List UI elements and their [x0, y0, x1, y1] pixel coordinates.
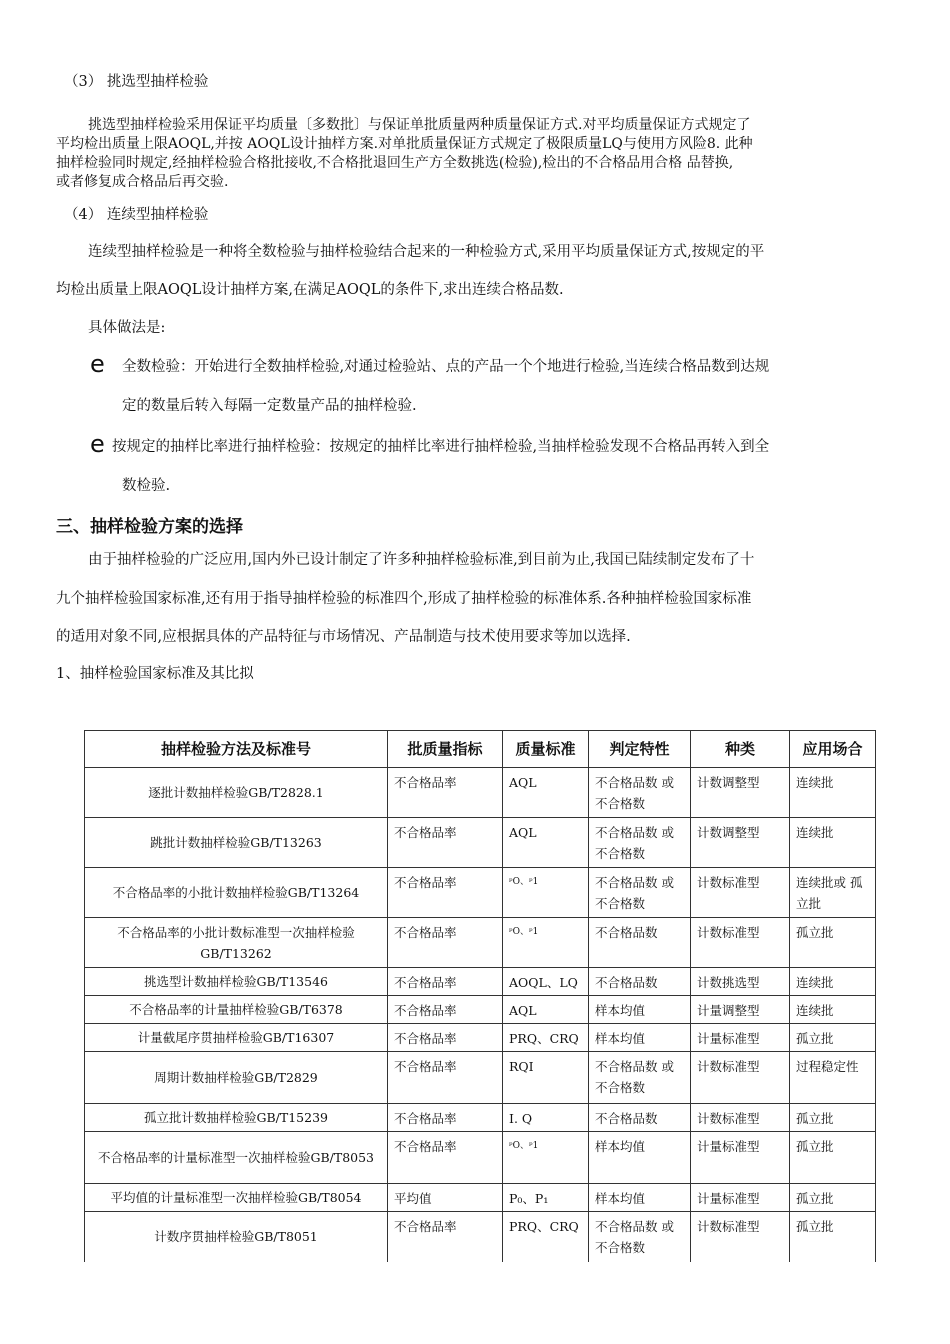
- cell-standard: PRQ、CRQ: [503, 1212, 589, 1262]
- cell-method: 逐批计数抽样检验GB/T2828.1: [85, 768, 388, 818]
- cell-use: 孤立批: [790, 1132, 876, 1184]
- cell-standard: ᵖO、ᵖ1: [503, 918, 589, 968]
- col-header-type: 种类: [691, 731, 790, 768]
- cell-type: 计数标准型: [691, 1052, 790, 1104]
- bullet-1-line-2: 定的数量后转入每隔一定数量产品的抽样检验.: [122, 398, 417, 414]
- cell-type: 计数标准型: [691, 868, 790, 918]
- section3-title: （3） 挑选型抽样检验: [64, 74, 209, 90]
- cell-index: 不合格品率: [388, 1052, 503, 1104]
- cell-use: 连续批或 孤立批: [790, 868, 876, 918]
- cell-index: 不合格品率: [388, 1024, 503, 1052]
- cell-method: 不合格品率的计量抽样检验GB/T6378: [85, 996, 388, 1024]
- chapter-heading: 三、抽样检验方案的选择: [56, 517, 243, 537]
- cell-judge: 不合格品数: [589, 918, 691, 968]
- cell-index: 不合格品率: [388, 768, 503, 818]
- table-header-row: [85, 731, 876, 768]
- cell-use: 连续批: [790, 968, 876, 996]
- bullet-2-line-2: 数检验.: [122, 478, 171, 494]
- table-row: [85, 996, 876, 1024]
- cell-judge: 不合格品数 或不合格数: [589, 768, 691, 818]
- cell-index: 不合格品率: [388, 868, 503, 918]
- table-row: [85, 1052, 876, 1104]
- cell-use: 孤立批: [790, 918, 876, 968]
- cell-index: 平均值: [388, 1184, 503, 1212]
- cell-standard: PRQ、CRQ: [503, 1024, 589, 1052]
- section3-line-2: 平均检出质量上限AOQL,并按 AOQL设计抽样方案.对单批质量保证方式规定了极限质量LQ与使用方风险8. 此种: [56, 136, 753, 152]
- cell-type: 计数标准型: [691, 1212, 790, 1262]
- section4-title: （4） 连续型抽样检验: [64, 207, 209, 223]
- cell-standard: AQL: [503, 818, 589, 868]
- cell-index: 不合格品率: [388, 918, 503, 968]
- cell-use: 连续批: [790, 818, 876, 868]
- table-row: [85, 1132, 876, 1184]
- cell-judge: 样本均值: [589, 1024, 691, 1052]
- chapter-line-2: 九个抽样检验国家标准,还有用于指导抽样检验的标准四个,形成了抽样检验的标准体系.各种抽样检验国家标准: [56, 591, 752, 607]
- cell-index: 不合格品率: [388, 1104, 503, 1132]
- cell-standard: AOQL、LQ: [503, 968, 589, 996]
- bullet-icon: e: [90, 350, 105, 378]
- cell-type: 计数挑选型: [691, 968, 790, 996]
- cell-method: 计量截尾序贯抽样检验GB/T16307: [85, 1024, 388, 1052]
- cell-method: 不合格品率的小批计数标准型一次抽样检验GB/T13262: [85, 918, 388, 968]
- cell-judge: 样本均值: [589, 1184, 691, 1212]
- cell-type: 计量标准型: [691, 1184, 790, 1212]
- cell-use: 孤立批: [790, 1184, 876, 1212]
- table-row: [85, 818, 876, 868]
- cell-standard: RQI: [503, 1052, 589, 1104]
- cell-standard: ᵖO、ᵖ1: [503, 868, 589, 918]
- cell-type: 计数标准型: [691, 918, 790, 968]
- cell-use: 孤立批: [790, 1212, 876, 1262]
- table-row: [85, 868, 876, 918]
- chapter-line-3: 的适用对象不同,应根据具体的产品特征与市场情况、产品制造与技术使用要求等加以选择.: [56, 629, 631, 645]
- standards-table: [84, 730, 876, 1262]
- section3-line-4: 或者修复成合格品后再交验.: [56, 174, 229, 190]
- cell-method: 平均值的计量标准型一次抽样检验GB/T8054: [85, 1184, 388, 1212]
- cell-method: 跳批计数抽样检验GB/T13263: [85, 818, 388, 868]
- table-row: [85, 1104, 876, 1132]
- cell-standard: ᵖO、ᵖ1: [503, 1132, 589, 1184]
- cell-index: 不合格品率: [388, 818, 503, 868]
- bullet-1-line-1: 全数检验：开始进行全数抽样检验,对通过检验站、点的产品一个个地进行检验,当连续合格品数到达规: [122, 359, 770, 375]
- cell-index: 不合格品率: [388, 968, 503, 996]
- cell-type: 计数标准型: [691, 1104, 790, 1132]
- table-row: [85, 918, 876, 968]
- cell-judge: 不合格品数 或不合格数: [589, 1052, 691, 1104]
- table-row: [85, 1184, 876, 1212]
- section4-line-2: 均检出质量上限AOQL设计抽样方案,在满足AOQL的条件下,求出连续合格品数.: [56, 282, 564, 298]
- cell-judge: 不合格品数: [589, 968, 691, 996]
- cell-judge: 不合格品数 或不合格数: [589, 868, 691, 918]
- cell-use: 过程稳定性: [790, 1052, 876, 1104]
- cell-type: 计量标准型: [691, 1024, 790, 1052]
- chapter-line-1: 由于抽样检验的广泛应用,国内外已设计制定了许多种抽样检验标准,到目前为止,我国已陆续制定发布了十: [88, 552, 755, 568]
- cell-judge: 样本均值: [589, 996, 691, 1024]
- cell-type: 计数调整型: [691, 768, 790, 818]
- cell-use: 连续批: [790, 996, 876, 1024]
- section3-line-3: 抽样检验同时规定,经抽样检验合格批接收,不合格批退回生产方全数挑选(检验),检出的不合格品用合格 品替换,: [56, 155, 734, 171]
- table-row: [85, 768, 876, 818]
- cell-use: 连续批: [790, 768, 876, 818]
- section4-line-1: 连续型抽样检验是一种将全数检验与抽样检验结合起来的一种检验方式,采用平均质量保证方式,按规定的平: [88, 244, 765, 260]
- col-header-method: 抽样检验方法及标准号: [85, 731, 388, 768]
- cell-method: 挑选型计数抽样检验GB/T13546: [85, 968, 388, 996]
- cell-use: 孤立批: [790, 1104, 876, 1132]
- table-caption: 1、抽样检验国家标准及其比拟: [56, 666, 254, 682]
- col-header-index: 批质量指标: [388, 731, 503, 768]
- cell-standard: AQL: [503, 768, 589, 818]
- cell-index: 不合格品率: [388, 1212, 503, 1262]
- cell-standard: I. Q: [503, 1104, 589, 1132]
- cell-method: 不合格品率的计量标准型一次抽样检验GB/T8053: [85, 1132, 388, 1184]
- cell-standard: P₀、P₁: [503, 1184, 589, 1212]
- table-row: [85, 1212, 876, 1262]
- cell-judge: 样本均值: [589, 1132, 691, 1184]
- bullet-2-line-1: 按规定的抽样比率进行抽样检验：按规定的抽样比率进行抽样检验,当抽样检验发现不合格品再转入到全: [112, 439, 770, 455]
- table-row: [85, 1024, 876, 1052]
- section3-line-1: 挑选型抽样检验采用保证平均质量〔多数批〕与保证单批质量两种质量保证方式.对平均质量保证方式规定了: [88, 117, 751, 133]
- cell-use: 孤立批: [790, 1024, 876, 1052]
- cell-type: 计量调整型: [691, 996, 790, 1024]
- cell-standard: AQL: [503, 996, 589, 1024]
- cell-type: 计数调整型: [691, 818, 790, 868]
- cell-method: 周期计数抽样检验GB/T2829: [85, 1052, 388, 1104]
- cell-judge: 不合格品数: [589, 1104, 691, 1132]
- cell-type: 计量标准型: [691, 1132, 790, 1184]
- cell-index: 不合格品率: [388, 1132, 503, 1184]
- cell-method: 计数序贯抽样检验GB/T8051: [85, 1212, 388, 1262]
- cell-judge: 不合格品数 或不合格数: [589, 818, 691, 868]
- bullet-icon: e: [90, 430, 105, 458]
- table-row: [85, 968, 876, 996]
- col-header-standard: 质量标准: [503, 731, 589, 768]
- col-header-use: 应用场合: [790, 731, 876, 768]
- col-header-judge: 判定特性: [589, 731, 691, 768]
- cell-method: 孤立批计数抽样检验GB/T15239: [85, 1104, 388, 1132]
- cell-index: 不合格品率: [388, 996, 503, 1024]
- cell-method: 不合格品率的小批计数抽样检验GB/T13264: [85, 868, 388, 918]
- method-intro: 具体做法是:: [88, 320, 166, 336]
- cell-judge: 不合格品数 或不合格数: [589, 1212, 691, 1262]
